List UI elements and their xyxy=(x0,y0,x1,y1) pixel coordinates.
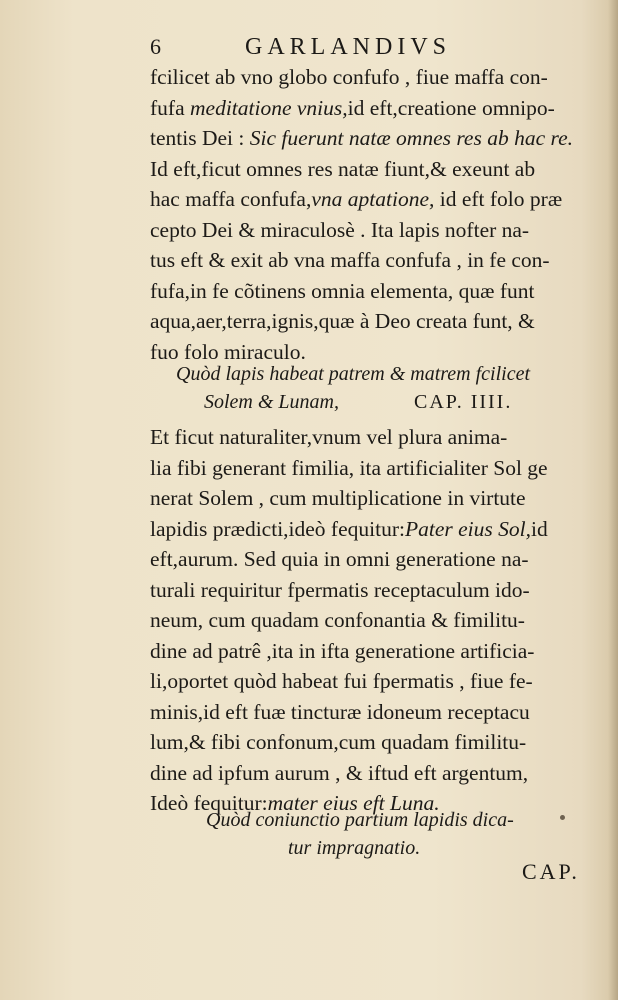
text-line xyxy=(150,483,598,514)
text-segment: Ideò fequitur: xyxy=(150,791,268,815)
ink-mark xyxy=(560,815,565,820)
paragraph-2 xyxy=(150,422,598,819)
text-line xyxy=(150,154,598,185)
text-segment: tentis Dei : xyxy=(150,126,250,150)
text-line xyxy=(150,276,598,307)
text-line xyxy=(150,514,598,545)
text-segment: cepto Dei & miraculosè . Ita lapis nofter na- xyxy=(150,217,530,242)
text-segment: id eft,creatione omnipo- xyxy=(347,95,555,120)
text-segment: lum,& fibi confonum,cum quadam fimilitu- xyxy=(150,730,527,754)
text-segment: dine ad patrê ,ita in ifta generatione artificia- xyxy=(150,638,535,663)
chapter-heading-4-line-2: Solem & Lunam, xyxy=(204,391,339,413)
text-line xyxy=(150,245,598,276)
chapter-heading-4-line-1: Quòd lapis habeat patrem & matrem fcilicet xyxy=(176,363,531,385)
italic-quotation: meditatione vnius, xyxy=(190,95,348,120)
text-segment: lia fibi generant fimilia, ita artificialiter Sol ge xyxy=(150,455,548,480)
text-segment: dine ad ipfum aurum , & iftud eft argentum, xyxy=(150,760,529,785)
chapter-number: CAP. IIII. xyxy=(414,391,513,413)
text-line xyxy=(150,453,598,484)
page-number: 6 xyxy=(150,34,161,59)
chapter-heading-5-line-2: tur impragnatio. xyxy=(288,837,421,859)
text-segment: hac maffa confufa, xyxy=(150,187,312,211)
italic-quotation: vna aptatione, xyxy=(311,187,435,211)
text-segment: fuo folo miraculo. xyxy=(150,339,306,364)
text-segment: turali requiritur fpermatis receptaculum ido- xyxy=(150,577,530,602)
text-line xyxy=(150,184,598,215)
text-line xyxy=(150,697,598,728)
text-segment: li,oportet quòd habeat fui fpermatis , fiue fe- xyxy=(150,669,533,693)
text-segment: lapidis prædicti,ideò fequitur: xyxy=(150,516,405,541)
text-segment: id eft folo præ xyxy=(434,187,563,211)
text-line xyxy=(150,636,598,667)
text-segment: id xyxy=(530,516,548,541)
text-segment: fufa,in fe cõtinens omnia elementa, quæ funt xyxy=(150,278,535,303)
text-segment: eft,aurum. Sed quia in omni generatione na- xyxy=(150,547,529,571)
text-line xyxy=(150,306,598,337)
text-line xyxy=(150,62,598,93)
chapter-heading-4 xyxy=(176,360,596,416)
catchword: CAP. xyxy=(522,859,580,884)
italic-quotation: Sic fuerunt natæ omnes res ab hac re. xyxy=(249,126,573,150)
text-line xyxy=(150,544,598,575)
text-line xyxy=(150,666,598,697)
text-segment: neum, cum quadam confonantia & fimilitu- xyxy=(150,608,525,632)
text-line xyxy=(150,123,598,154)
text-line xyxy=(150,215,598,246)
text-segment: minis,id eft fuæ tincturæ idoneum receptacu xyxy=(150,699,530,724)
paragraph-1 xyxy=(150,62,598,367)
chapter-heading-5-line-1: Quòd coniunctio partium lapidis dica- xyxy=(206,809,514,831)
text-line xyxy=(150,605,598,636)
text-segment: Id eft,ficut omnes res natæ fiunt,& exeunt ab xyxy=(150,156,536,181)
italic-quotation: Pater eius Sol, xyxy=(404,516,531,541)
running-head: GARLANDIVS xyxy=(245,34,451,60)
chapter-heading-5 xyxy=(206,806,618,862)
text-segment: fcilicet ab vno globo confufo , fiue maffa con- xyxy=(150,65,548,89)
text-segment: nerat Solem , cum multiplicatione in virtute xyxy=(150,486,526,510)
text-line xyxy=(150,93,598,124)
text-segment: Et ficut naturaliter,vnum vel plura anima- xyxy=(150,425,508,449)
text-segment: aqua,aer,terra,ignis,quæ à Deo creata funt, & xyxy=(150,309,535,333)
text-line xyxy=(150,758,598,789)
text-line xyxy=(150,575,598,606)
text-line xyxy=(150,422,598,453)
text-segment: tus eft & exit ab vna maffa confufa , in fe con- xyxy=(150,248,550,272)
text-segment: fufa xyxy=(150,95,190,120)
text-line xyxy=(150,727,598,758)
italic-quotation: mater eius eft Luna. xyxy=(267,791,440,815)
